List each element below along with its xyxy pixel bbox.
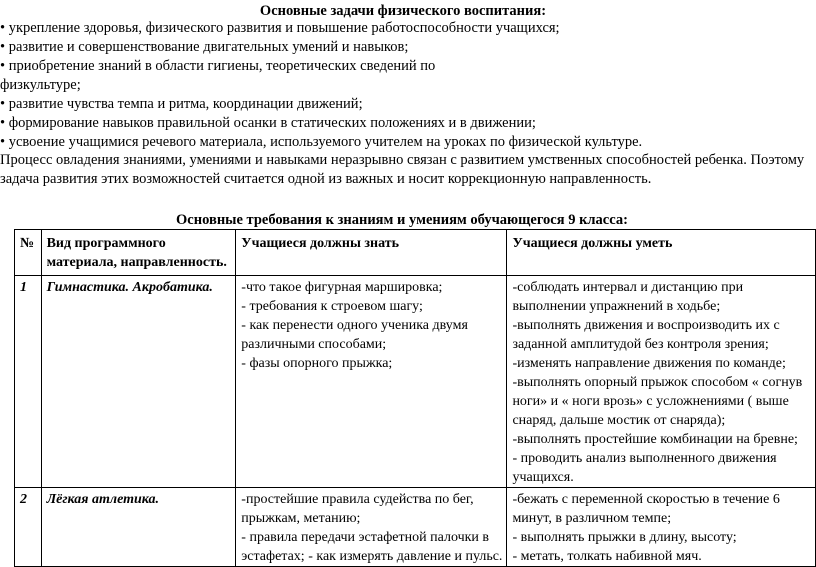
know-item: - требования к строевом шагу;	[241, 299, 423, 314]
can-item: минут, в различном темпе;	[512, 511, 672, 526]
can-item: -соблюдать интервал и дистанцию при	[512, 280, 744, 295]
table-row	[15, 276, 816, 488]
row-can-cell	[507, 276, 816, 488]
can-item: ноги» и « ноги врозь» с усложнениями ( выше	[512, 394, 789, 409]
know-item: различными способами;	[241, 337, 387, 352]
section-title-tasks: Основные задачи физического воспитания:	[259, 3, 547, 19]
row-num: 2	[15, 488, 42, 567]
header-material-type: Вид программного материала, направленность.	[41, 230, 236, 276]
text-line: физкультуре;	[0, 77, 81, 93]
know-item: эстафетах; - как измерять давление и пульс.	[241, 549, 503, 564]
row-can-cell	[507, 488, 816, 567]
can-item: - метать, толкать набивной мяч.	[512, 549, 702, 564]
row-know-cell	[236, 488, 507, 567]
know-item: - правила передачи эстафетной палочки в	[241, 530, 490, 545]
row-topic: Лёгкая атлетика.	[41, 488, 236, 567]
table-header-row	[15, 230, 816, 276]
can-item: -выполнять опорный прыжок способом « согнув	[512, 375, 803, 390]
know-item: - фазы опорного прыжка;	[241, 356, 393, 371]
can-item: учащихся.	[512, 470, 574, 485]
row-topic: Гимнастика. Акробатика.	[41, 276, 236, 488]
text-line: • укрепление здоровья, физического развития и повышение работоспособности учащихся;	[0, 20, 560, 36]
can-item: -выполнять простейшие комбинации на бревне;	[512, 432, 798, 447]
header-num: №	[15, 230, 42, 276]
row-num: 1	[15, 276, 42, 488]
text-line: задача развития этих возможностей считается одной из важных и носит коррекционную направленность.	[0, 171, 652, 187]
know-item: - как перенести одного ученика двумя	[241, 318, 468, 333]
table-row	[15, 488, 816, 567]
can-item: -бежать с переменной скоростью в течение 6	[512, 492, 780, 507]
requirements-table	[14, 229, 816, 567]
can-item: -изменять направление движения по команде;	[512, 356, 786, 371]
header-must-know: Учащиеся должны знать	[236, 230, 507, 276]
text-line: • усвоение учащимися речевого материала, используемого учителем на уроках по физической культуре.	[0, 134, 643, 150]
can-item: - выполнять прыжки в длину, высоту;	[512, 530, 737, 545]
know-item: -что такое фигурная маршировка;	[241, 280, 443, 295]
section-title-requirements: Основные требования к знаниям и умениям обучающегося 9 класса:	[176, 212, 628, 228]
can-item: - проводить анализ выполненного движения	[512, 451, 777, 466]
can-item: заданной амплитудой без контроля зрения;	[512, 337, 769, 352]
row-know-cell	[236, 276, 507, 488]
can-item: -выполнять движения и воспроизводить их с	[512, 318, 780, 333]
text-line: • формирование навыков правильной осанки в статических положениях и в движении;	[0, 115, 536, 131]
know-item: прыжкам, метанию;	[241, 511, 361, 526]
text-line: • развитие и совершенствование двигательных умений и навыков;	[0, 39, 409, 55]
text-line: Процесс овладения знаниями, умениями и навыками неразрывно связан с развитием умственных способностей ребенка. Поэтому	[0, 152, 805, 168]
text-line: • развитие чувства темпа и ритма, координации движений;	[0, 96, 363, 112]
know-item: -простейшие правила судейства по бег,	[241, 492, 474, 507]
can-item: снаряд, дальше мостик от снаряда);	[512, 413, 726, 428]
text-line: • приобретение знаний в области гигиены, теоретических сведений по	[0, 58, 436, 74]
header-must-be-able: Учащиеся должны уметь	[507, 230, 816, 276]
can-item: выполнении упражнений в ходьбе;	[512, 299, 721, 314]
